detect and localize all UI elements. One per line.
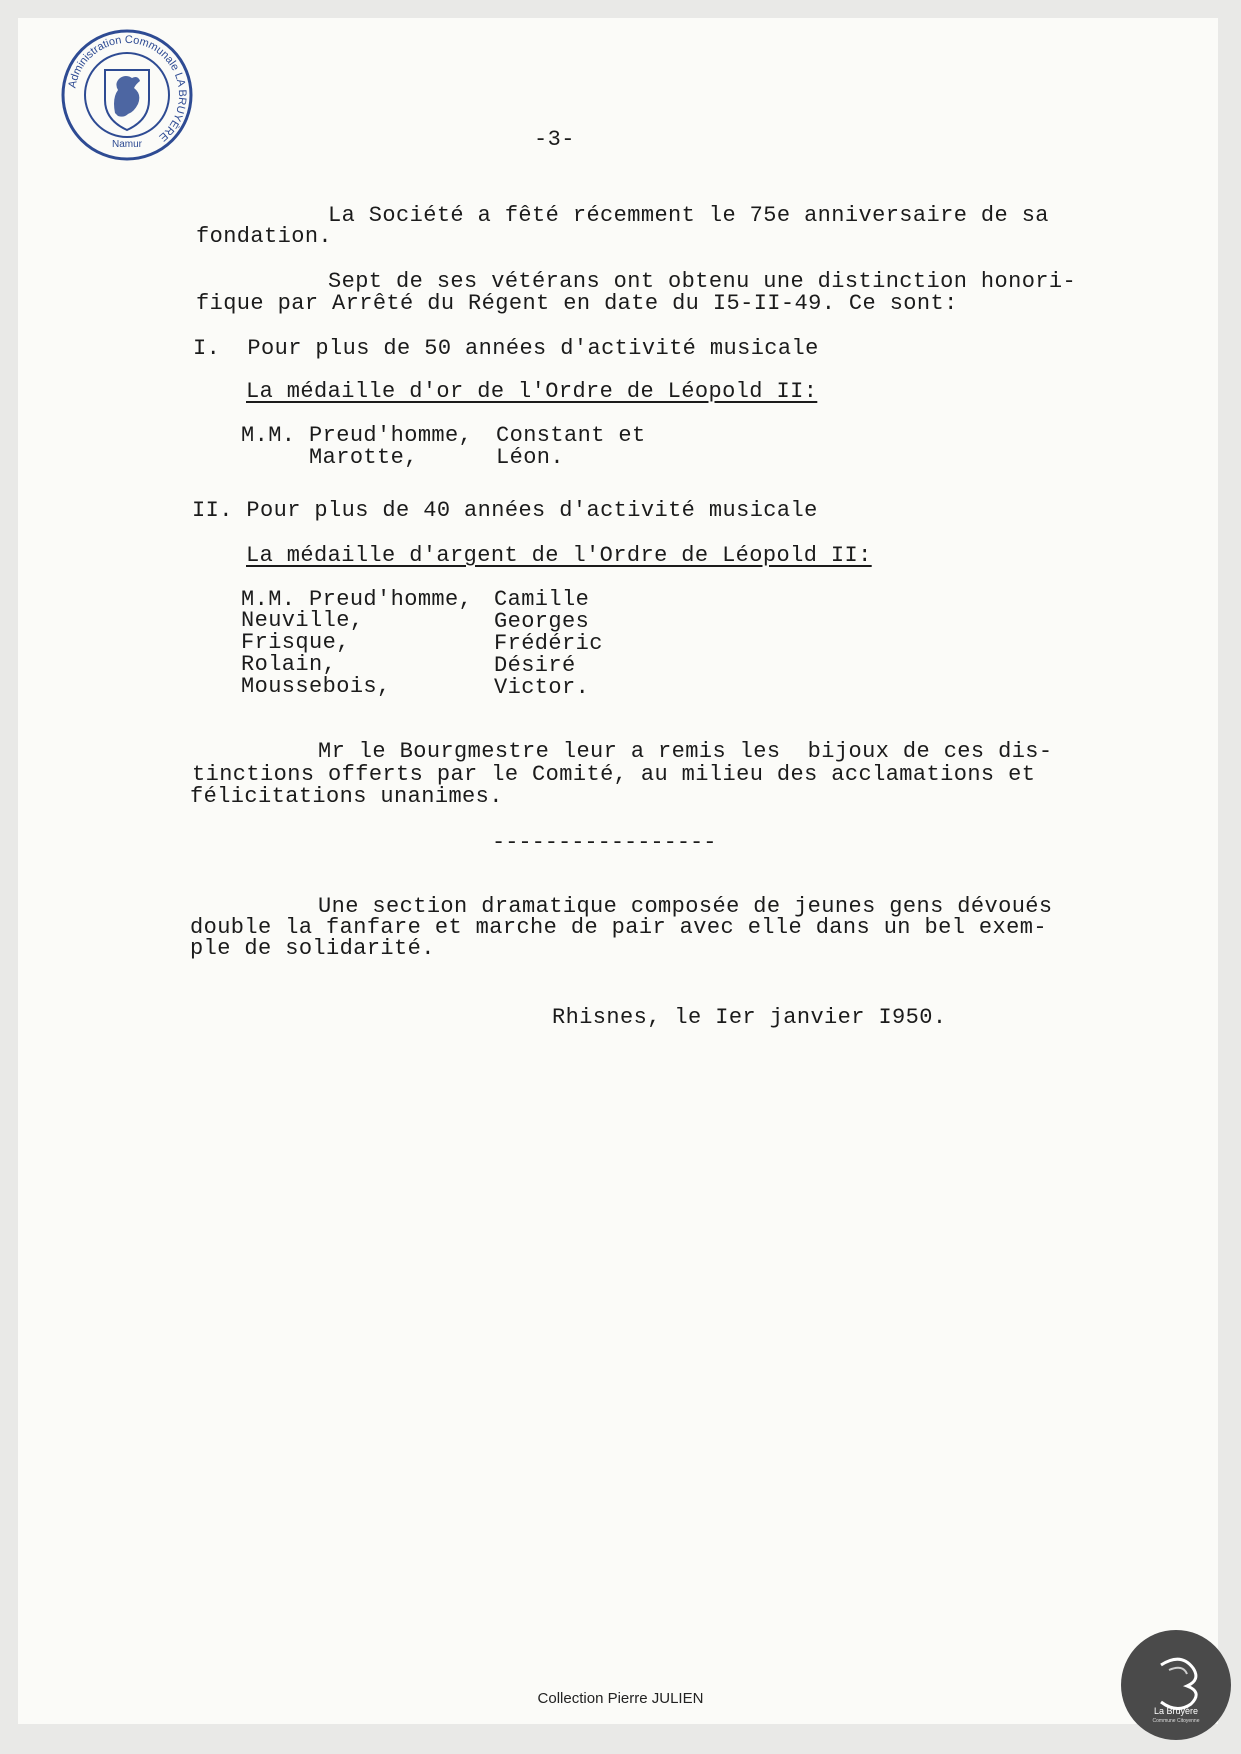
para4-line2: double la fanfare et marche de pair avec elle dans un bel exem- xyxy=(190,915,1047,940)
para4-line1: Une section dramatique composée de jeunes gens dévoués xyxy=(318,894,1053,919)
section2-name: Moussebois, xyxy=(241,674,391,699)
section2-first: Camille xyxy=(494,587,590,612)
para1-line1: La Société a fêté récemment le 75e anniversaire de sa xyxy=(328,203,1049,228)
collection-credit: Collection Pierre JULIEN xyxy=(537,1690,704,1707)
stamp-bottom-text: Namur xyxy=(111,139,143,150)
section2-first: Désiré xyxy=(494,653,576,678)
para2-line2: fique par Arrêté du Régent en date du I5-II-49. Ce sont: xyxy=(196,291,958,316)
page-number: -3- xyxy=(534,127,575,152)
section1-first: Léon. xyxy=(496,445,565,470)
separator-line: ----------------- xyxy=(492,830,717,855)
para2-line1: Sept de ses vétérans ont obtenu une distinction honori- xyxy=(328,269,1077,294)
section2-first: Victor. xyxy=(494,675,590,700)
section1-first: Constant et xyxy=(496,423,646,448)
section1-name: Marotte, xyxy=(241,445,418,470)
section2-first: Frédéric xyxy=(494,631,603,656)
section1-heading: I. Pour plus de 50 années d'activité musicale xyxy=(193,336,819,361)
lion-icon xyxy=(114,76,140,117)
closing-place-date: Rhisnes, le Ier janvier I950. xyxy=(552,1005,947,1030)
para3-line2: tinctions offerts par le Comité, au milieu des acclamations et xyxy=(192,762,1036,787)
para1-line2: fondation. xyxy=(196,224,333,249)
section2-medal: La médaille d'argent de l'Ordre de Léopold II: xyxy=(246,543,872,568)
section1-medal: La médaille d'or de l'Ordre de Léopold II: xyxy=(246,379,818,404)
section2-name: Rolain, xyxy=(241,652,337,677)
para3-line1: Mr le Bourgmestre leur a remis les bijoux de ces dis- xyxy=(318,739,1053,764)
stamp-ring-text: Administration Communale LA BRUYÈRE xyxy=(66,33,189,144)
section2-heading: II. Pour plus de 40 années d'activité musicale xyxy=(192,498,818,523)
logo-name: La Bruyère xyxy=(1153,1706,1199,1716)
section2-name: Frisque, xyxy=(241,630,350,655)
para4-line3: ple de solidarité. xyxy=(190,936,435,961)
la-bruyere-logo xyxy=(1121,1630,1231,1740)
section1-name: M.M. Preud'homme, xyxy=(241,423,473,448)
section2-name: M.M. Preud'homme, xyxy=(241,587,473,612)
section2-name: Neuville, xyxy=(241,608,364,633)
municipal-stamp xyxy=(60,28,194,162)
section2-first: Georges xyxy=(494,609,590,634)
logo-tagline: Commune Citoyenne xyxy=(1152,1718,1200,1724)
para3-line3: félicitations unanimes. xyxy=(190,784,503,809)
